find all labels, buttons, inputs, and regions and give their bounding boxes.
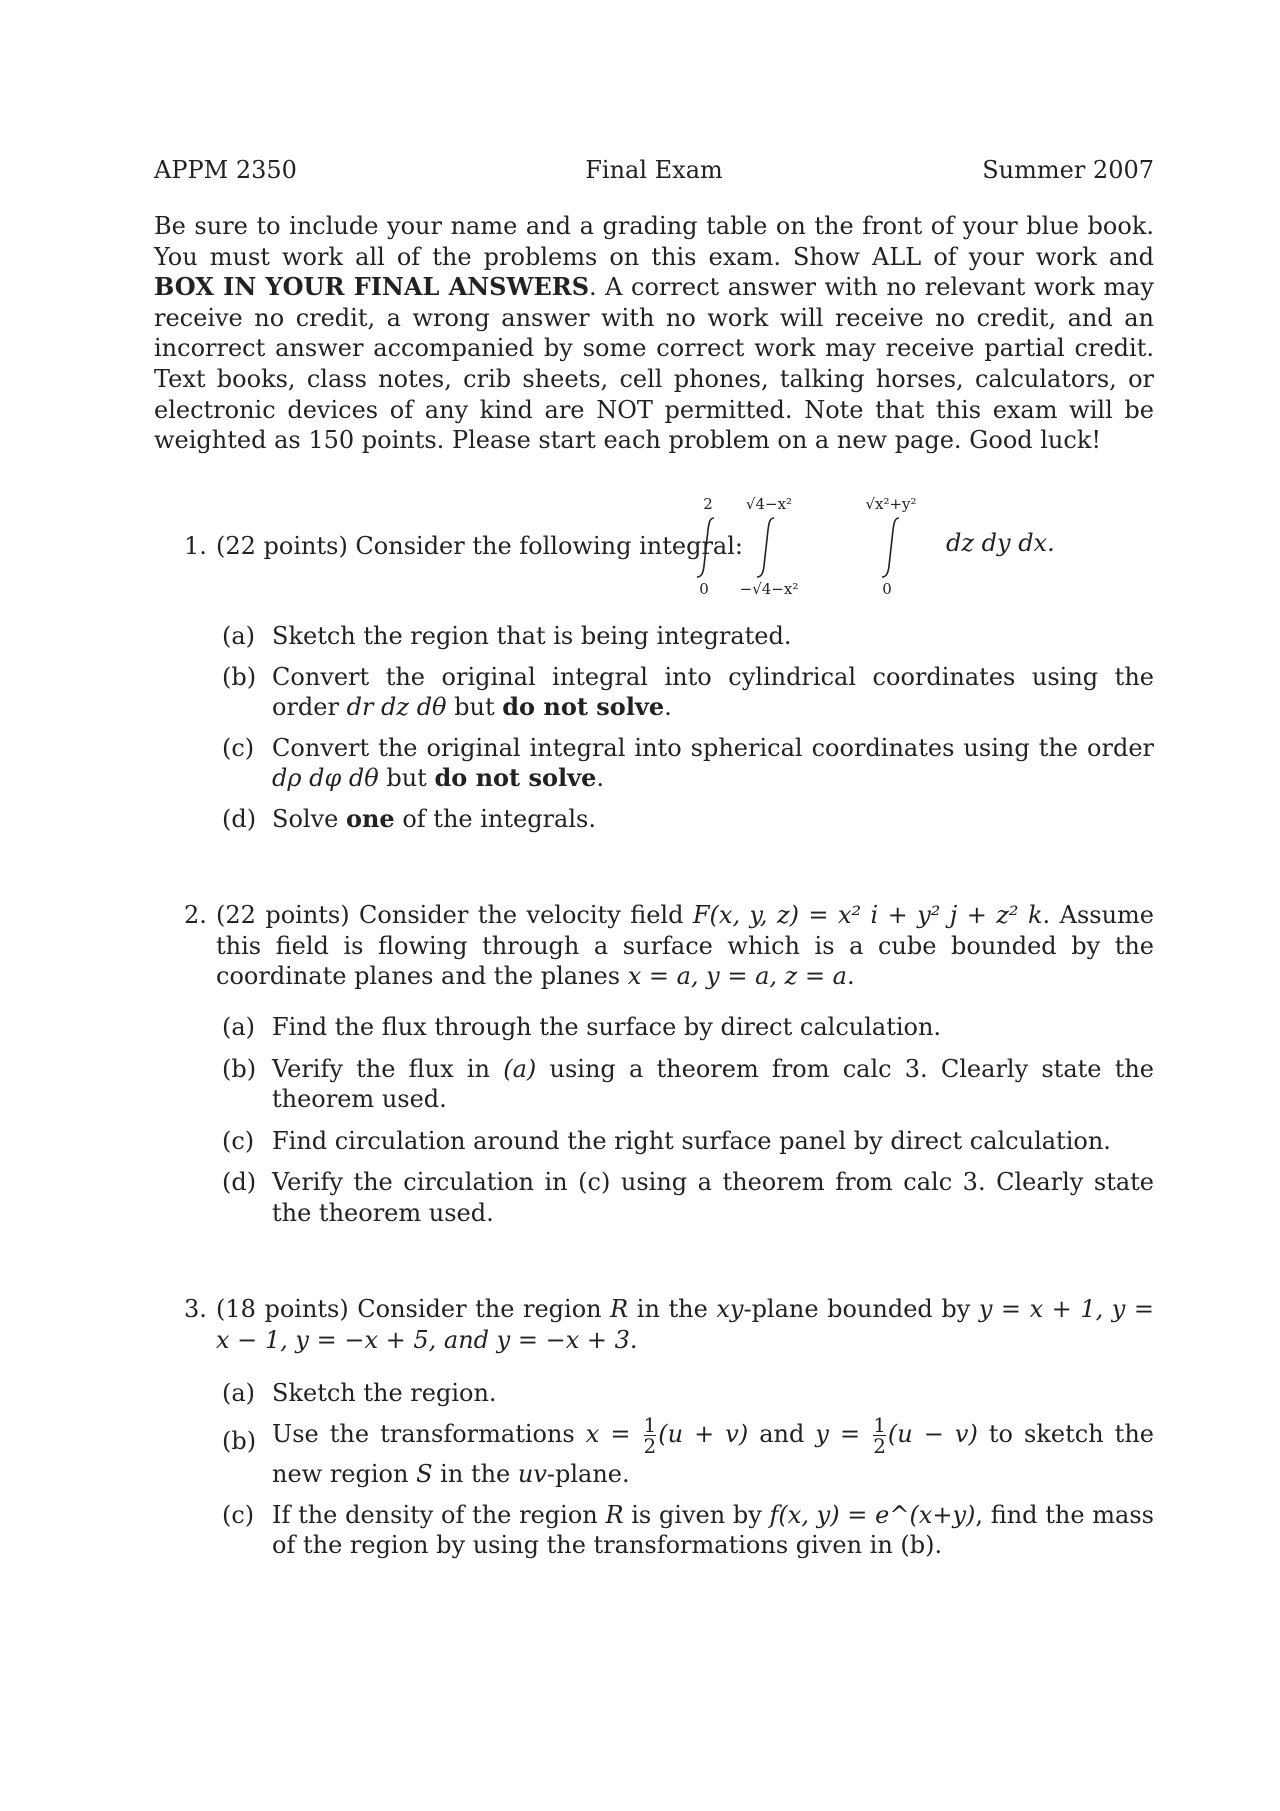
problem-number: 1. bbox=[184, 532, 207, 560]
denominator: 2 bbox=[873, 1433, 886, 1458]
part-label: (c) bbox=[222, 1126, 255, 1155]
problem-2-parts bbox=[222, 1012, 1154, 1229]
problem-statement bbox=[216, 1294, 1154, 1355]
part-text: , find the mass of the region by using the transformations given in (b). bbox=[272, 1500, 1154, 1560]
statement-text: -plane bounded by bbox=[743, 1295, 979, 1323]
problem-statement bbox=[216, 900, 1154, 992]
triple-integral bbox=[692, 488, 1152, 598]
problem-3-parts bbox=[222, 1378, 1154, 1561]
part-text: to sketch the new region bbox=[272, 1419, 1154, 1488]
part-text: Verify the circulation in bbox=[272, 1168, 579, 1197]
emphasis: do not solve bbox=[502, 692, 665, 722]
middle-integral-sign bbox=[757, 518, 774, 577]
part-2d bbox=[222, 1167, 1154, 1228]
part-text: using a theorem from calc 3. Clearly state the theorem used. bbox=[272, 1054, 1155, 1114]
instructions-text: Be sure to include your name and a grading table on the front of your blue book. You must work all of the problems on this exam. Show ALL of your work and bbox=[154, 212, 1154, 271]
problem-number: 3. bbox=[184, 1295, 207, 1323]
numerator: 1 bbox=[873, 1412, 886, 1437]
statement-text: . Assume this field is flowing through a surface which is a cube bounded by the coordinate planes and the planes bbox=[216, 901, 1155, 991]
outer-integral-sign bbox=[697, 518, 714, 577]
part-text: and bbox=[748, 1419, 816, 1448]
part-text: Verify the flux in bbox=[272, 1054, 504, 1083]
inner-upper-limit: √x²+y² bbox=[865, 495, 917, 513]
part-3b bbox=[222, 1412, 1154, 1492]
outer-lower-limit: 0 bbox=[699, 580, 709, 598]
u-minus-v: (u − v) bbox=[887, 1419, 978, 1448]
problem-3 bbox=[184, 1294, 1154, 1355]
statement-text: in the bbox=[628, 1295, 717, 1323]
bounding-planes: x = a, y = a, z = a bbox=[627, 962, 847, 991]
y-equation: y = bbox=[815, 1419, 861, 1448]
instructions-bold: BOX IN YOUR FINAL ANSWERS bbox=[154, 272, 590, 302]
part-label: (a) bbox=[222, 622, 256, 650]
part-text: but bbox=[446, 693, 503, 722]
part-text: . bbox=[664, 693, 672, 722]
instructions-text-rest: . A correct answer with no relevant work may receive no credit, a wrong answer with no work will receive no credit, and an incorrect answer accompanied by some correct work may receive partial credit. Text books, class notes, crib sheets, cell phones, talking horses, calculators, or electronic devices of any kind are NOT permitted. Note that this exam will be weighted as 150 points. Please start each problem on a new page. Good luck! bbox=[154, 273, 1154, 455]
part-2c bbox=[222, 1126, 1154, 1157]
instructions-paragraph bbox=[154, 211, 1154, 456]
u-plus-v: (u + v) bbox=[658, 1419, 749, 1448]
statement-text: (18 points) Consider the region bbox=[216, 1295, 611, 1323]
middle-lower-limit: −√4−x² bbox=[739, 580, 799, 598]
part-text: of the integrals. bbox=[394, 804, 596, 833]
velocity-field: F(x, y, z) = x² i + y² j + z² k bbox=[692, 901, 1043, 929]
region-bounds: y = x + 1, y = x − 1, y = −x + 5, and y = −x + 3. bbox=[216, 1295, 1155, 1354]
part-text: -plane. bbox=[546, 1459, 630, 1488]
part-label: (a) bbox=[222, 1379, 256, 1407]
emphasis: do not solve bbox=[434, 763, 597, 793]
part-1b bbox=[222, 662, 1154, 723]
part-text: Convert the original integral into cylindrical coordinates using the order bbox=[272, 662, 1154, 722]
differentials: dz dy dx. bbox=[946, 529, 1055, 557]
part-label: (c) bbox=[222, 1500, 255, 1529]
problem-2 bbox=[184, 900, 1154, 992]
part-reference: (a) bbox=[503, 1054, 537, 1083]
middle-upper-limit: √4−x² bbox=[745, 495, 793, 513]
denominator: 2 bbox=[643, 1433, 657, 1458]
density-function: f(x, y) = e^(x+y) bbox=[769, 1500, 976, 1529]
exam-term: Summer 2007 bbox=[982, 156, 1154, 184]
part-text: in the bbox=[432, 1459, 518, 1488]
part-label: (d) bbox=[222, 1168, 257, 1197]
part-text: is given by bbox=[623, 1500, 770, 1529]
part-3c bbox=[222, 1500, 1154, 1561]
part-2a bbox=[222, 1012, 1154, 1043]
part-1d bbox=[222, 804, 1154, 835]
plane-symbol: xy bbox=[716, 1295, 744, 1323]
statement-text: . bbox=[846, 962, 855, 991]
x-equation: x = bbox=[585, 1419, 631, 1448]
part-3a bbox=[222, 1378, 1154, 1409]
integration-order: dρ dφ dθ bbox=[272, 764, 379, 793]
part-text: Use the transformations bbox=[272, 1419, 586, 1448]
part-label: (d) bbox=[222, 804, 257, 833]
part-text: If the density of the region bbox=[272, 1500, 606, 1529]
part-text: Convert the original integral into spherical coordinates using the order bbox=[272, 733, 1154, 762]
part-text: but bbox=[378, 764, 435, 793]
part-reference: (c) bbox=[578, 1168, 611, 1197]
numerator: 1 bbox=[643, 1412, 657, 1437]
fraction-half bbox=[643, 1412, 657, 1458]
inner-lower-limit: 0 bbox=[882, 580, 892, 598]
part-label: (c) bbox=[222, 733, 255, 762]
emphasis: one bbox=[345, 803, 395, 833]
part-1c bbox=[222, 733, 1154, 794]
region-symbol: S bbox=[416, 1459, 433, 1488]
part-text: Find the flux through the surface by direct calculation. bbox=[272, 1013, 942, 1041]
part-label: (b) bbox=[222, 1054, 257, 1083]
problem-number: 2. bbox=[184, 901, 207, 929]
course-code: APPM 2350 bbox=[154, 156, 297, 184]
part-label: (a) bbox=[222, 1013, 256, 1041]
part-label: (b) bbox=[222, 1426, 257, 1455]
part-label: (b) bbox=[222, 662, 257, 691]
plane-symbol: uv bbox=[517, 1459, 547, 1488]
page-header bbox=[154, 156, 1154, 186]
part-text: using a theorem from calc 3. Clearly state the theorem used. bbox=[272, 1168, 1155, 1227]
part-text: Solve bbox=[272, 804, 346, 833]
integration-order: dr dz dθ bbox=[346, 693, 447, 722]
inner-integral-sign bbox=[882, 518, 899, 577]
part-2b bbox=[222, 1054, 1154, 1115]
part-text: Find circulation around the right surface panel by direct calculation. bbox=[272, 1126, 1111, 1155]
part-text: Sketch the region. bbox=[272, 1379, 497, 1407]
region-symbol: R bbox=[605, 1500, 624, 1529]
part-1a bbox=[222, 621, 1154, 652]
problem-1-parts bbox=[222, 621, 1154, 835]
exam-title: Final Exam bbox=[585, 156, 723, 184]
region-symbol: R bbox=[610, 1295, 629, 1323]
problem-statement: (22 points) Consider the following integral: bbox=[216, 532, 743, 560]
part-text: . bbox=[596, 764, 604, 793]
statement-text: (22 points) Consider the velocity field bbox=[216, 901, 693, 929]
outer-upper-limit: 2 bbox=[703, 495, 713, 513]
part-text: Sketch the region that is being integrated. bbox=[272, 622, 792, 650]
fraction-half bbox=[873, 1412, 886, 1458]
